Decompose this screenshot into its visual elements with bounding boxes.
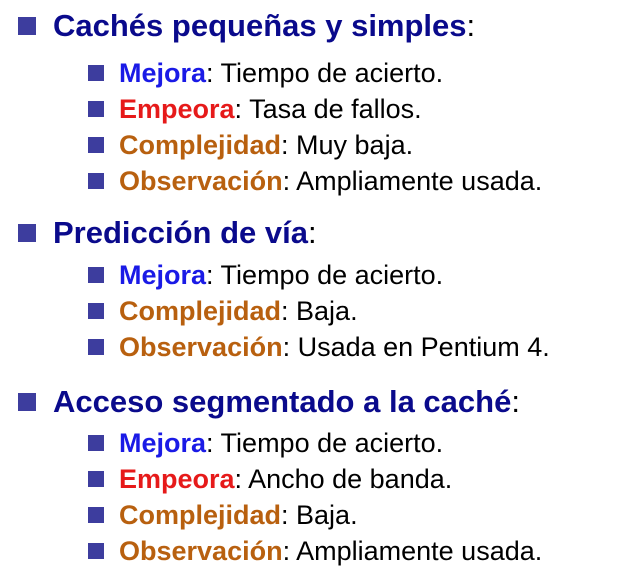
item-sep: : — [234, 464, 243, 494]
item-value: Ancho de banda. — [242, 464, 453, 494]
item-value: Tiempo de acierto. — [213, 58, 444, 88]
square-bullet-icon — [88, 267, 104, 283]
square-bullet-icon — [88, 101, 104, 117]
item-key: Mejora — [119, 58, 207, 88]
item-key: Complejidad — [119, 296, 282, 326]
square-bullet-icon — [88, 471, 104, 487]
item-sep: : — [234, 94, 243, 124]
item-list — [88, 55, 542, 199]
square-bullet-icon — [88, 339, 104, 355]
square-bullet-icon — [18, 17, 36, 35]
item-list — [88, 257, 550, 365]
section-title: Cachés pequeñas y simples — [53, 8, 467, 43]
item-value: Baja. — [288, 500, 358, 530]
list-item-mejora — [88, 257, 550, 293]
item-key: Observación — [119, 166, 283, 196]
item-value: Ampliamente usada. — [290, 166, 543, 196]
item-value: Baja. — [288, 296, 358, 326]
list-item-complejidad — [88, 293, 550, 329]
item-sep: : — [206, 260, 214, 290]
item-value: Tiempo de acierto. — [213, 428, 444, 458]
square-bullet-icon — [88, 507, 104, 523]
list-item-observacion — [88, 329, 550, 365]
item-value: Muy baja. — [288, 130, 414, 160]
section-colon: : — [511, 384, 520, 419]
square-bullet-icon — [18, 224, 36, 242]
section-title: Acceso segmentado a la caché — [53, 384, 512, 419]
square-bullet-icon — [88, 65, 104, 81]
item-sep: : — [282, 332, 291, 362]
item-key: Mejora — [119, 428, 207, 458]
item-value: Ampliamente usada. — [290, 536, 543, 566]
square-bullet-icon — [88, 435, 104, 451]
list-item-complejidad — [88, 127, 542, 163]
item-key: Mejora — [119, 260, 207, 290]
item-sep: : — [281, 130, 289, 160]
list-item-mejora — [88, 55, 542, 91]
section-heading — [18, 6, 475, 46]
item-value: Tiempo de acierto. — [213, 260, 444, 290]
item-sep: : — [281, 500, 289, 530]
section-title: Predicción de vía — [53, 215, 308, 250]
item-key: Observación — [119, 332, 283, 362]
list-item-observacion — [88, 533, 542, 569]
list-item-complejidad — [88, 497, 542, 533]
item-value: Usada en Pentium 4. — [290, 332, 550, 362]
square-bullet-icon — [88, 543, 104, 559]
item-key: Complejidad — [119, 130, 282, 160]
list-item-observacion — [88, 163, 542, 199]
square-bullet-icon — [88, 173, 104, 189]
section-heading — [18, 213, 317, 253]
list-item-mejora — [88, 425, 542, 461]
item-key: Empeora — [119, 94, 235, 124]
item-list — [88, 425, 542, 569]
item-sep: : — [282, 536, 291, 566]
item-key: Empeora — [119, 464, 235, 494]
item-sep: : — [281, 296, 289, 326]
section-colon: : — [466, 8, 476, 43]
item-sep: : — [282, 166, 291, 196]
item-key: Complejidad — [119, 500, 282, 530]
square-bullet-icon — [88, 137, 104, 153]
section-heading — [18, 382, 520, 422]
square-bullet-icon — [18, 393, 36, 411]
section-colon: : — [308, 215, 317, 250]
item-value: Tasa de fallos. — [242, 94, 422, 124]
list-item-empeora — [88, 91, 542, 127]
item-key: Observación — [119, 536, 283, 566]
list-item-empeora — [88, 461, 542, 497]
item-sep: : — [206, 58, 214, 88]
item-sep: : — [206, 428, 214, 458]
square-bullet-icon — [88, 303, 104, 319]
